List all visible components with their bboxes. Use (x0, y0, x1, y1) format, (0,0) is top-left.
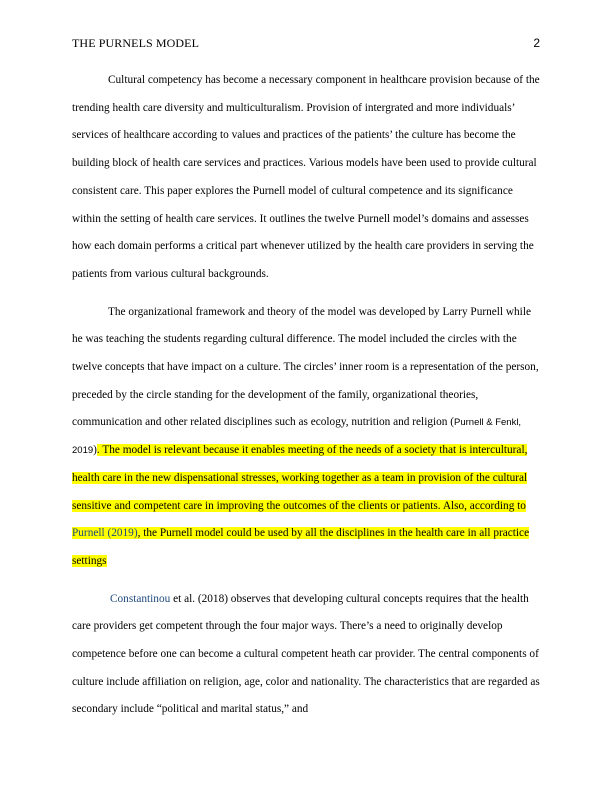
highlighted-text-continued: , the Purnell model could be used by all the disciplines in the health care in all practice settings (72, 527, 530, 567)
paragraph-3-text: et al. (2018) observes that developing cultural concepts requires that the health care providers get competent through the four major ways. There’s a need to originally develop competence before one can become a cultural competent heath car provider. The central components of culture include affiliation on religion, age, color and nationality. The characteristics that are regarded as secondary include “political and marital status,” and (72, 592, 540, 716)
citation-purnell-2019: Purnell (2019) (72, 527, 138, 540)
citation-close: ) (93, 444, 97, 457)
page-number: 2 (533, 36, 540, 50)
citation-author-constantinou: Constantinou (110, 592, 171, 605)
paragraph-1 (72, 67, 540, 289)
paragraph-3 (72, 586, 540, 725)
highlighted-text: . The model is relevant because it enables meeting of the needs of a society that is intercultural, health care in the new dispensational stresses, working together as a team in provision of the cultural sensitive and competent care in improving the outcomes of the clients or patients. Also, according to (72, 444, 528, 512)
paragraph-2 (72, 299, 540, 576)
paragraph-1-text: Cultural competency has become a necessary component in healthcare provision because of the trending health care diversity and multiculturalism. Provision of intergrated and more individuals’ services of healthcare according to values and practices of the patients’ the culture has become the building block of health care services and practices. Various models have been used to provide cultural consistent care. This paper explores the Purnell model of cultural competence and its significance within the setting of health care services. It outlines the twelve Purnell model’s domains and assesses how each domain performs a critical part whenever utilized by the health care providers in serving the patients from various cultural backgrounds. (72, 74, 540, 280)
running-head: THE PURNELS MODEL (72, 36, 200, 50)
document-body (72, 67, 540, 734)
paragraph-2-text: The organizational framework and theory of the model was developed by Larry Purnell while he was teaching the students regarding cultural difference. The model included the circles with the twelve concepts that have impact on a culture. The circles’ inner room is a representation of the person, preceded by the circle standing for the development of the family, organizational theories, communication and other related disciplines such as ecology, nutrition and religion ( (72, 305, 539, 429)
citation-purnell-fenkl: Purnell & Fenkl, 2019 (72, 417, 522, 457)
page-header (72, 36, 540, 52)
